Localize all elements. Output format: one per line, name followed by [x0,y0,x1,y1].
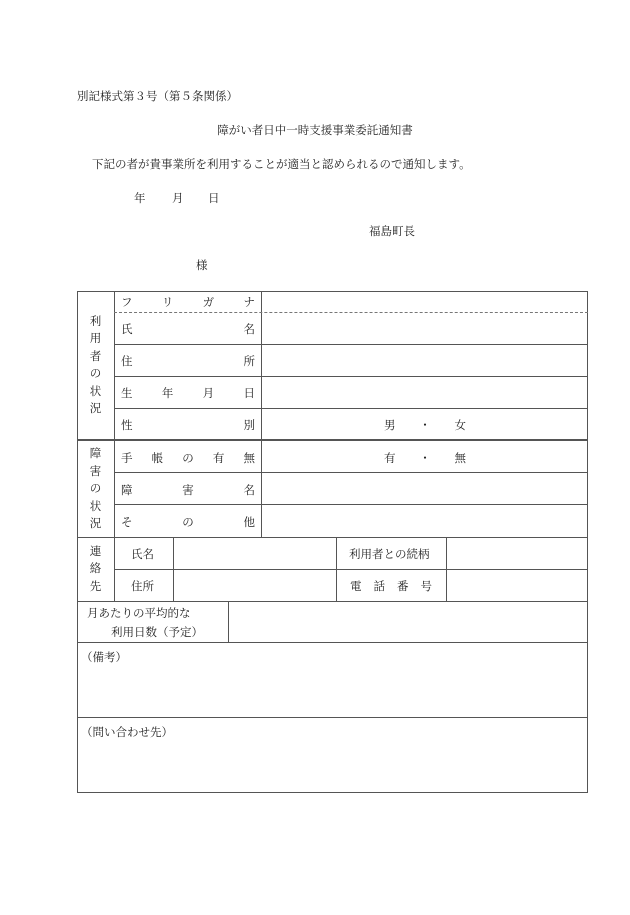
contact-section-title: 連 絡 先 [89,543,102,593]
remarks-label: （備考） [81,650,127,664]
notebook-label: 手 帳 の 有 無 [121,451,255,465]
user-name-field[interactable] [262,313,587,344]
user-address-field[interactable] [262,345,587,376]
contact-address-label: 住所 [131,579,154,593]
relation-label: 利用者との続柄 [349,547,430,561]
gender-label: 性 別 [121,418,255,432]
other-field[interactable] [262,505,587,537]
inquiry-label: （問い合わせ先） [81,725,173,739]
other-label: そ の 他 [121,515,255,529]
user-section-title: 利 用 者 の 状 況 [89,313,102,415]
date-year-label: 年 [134,191,146,205]
usage-label-line1: 月あたりの平均的な [87,606,191,620]
inquiry-field[interactable] [78,740,587,792]
phone-field[interactable] [447,570,587,601]
birthdate-field[interactable] [262,377,587,408]
addressee-suffix: 様 [196,258,208,272]
usage-days-field[interactable] [229,602,587,642]
birthdate-label: 生 年 月 日 [121,386,255,400]
furigana-field[interactable] [262,292,587,312]
disability-section-title: 障 害 の 状 況 [89,446,102,531]
gender-options[interactable]: 男 ・ 女 [384,418,466,432]
contact-name-field[interactable] [174,538,336,569]
intro-text: 下記の者が貴事業所を利用することが適当と認められるので通知します。 [92,157,471,171]
disability-name-field[interactable] [262,473,587,504]
contact-name-label: 氏名 [131,547,154,561]
form-number: 別記様式第３号（第５条関係） [77,89,238,103]
date-month-label: 月 [172,191,184,205]
remarks-field[interactable] [78,665,587,717]
date-day-label: 日 [208,191,220,205]
relation-field[interactable] [447,538,587,569]
user-address-label: 住 所 [121,354,255,368]
phone-label: 電 話 番 号 [350,579,432,593]
user-name-label: 氏 名 [121,322,255,336]
issuer: 福島町長 [369,224,415,238]
usage-label-line2: 利用日数（予定） [111,625,203,639]
furigana-label: フ リ ガ ナ [121,295,255,309]
disability-name-label: 障 害 名 [121,483,255,497]
contact-address-field[interactable] [174,570,336,601]
notebook-options[interactable]: 有 ・ 無 [384,451,466,465]
document-title: 障がい者日中一時支援事業委託通知書 [217,123,413,137]
